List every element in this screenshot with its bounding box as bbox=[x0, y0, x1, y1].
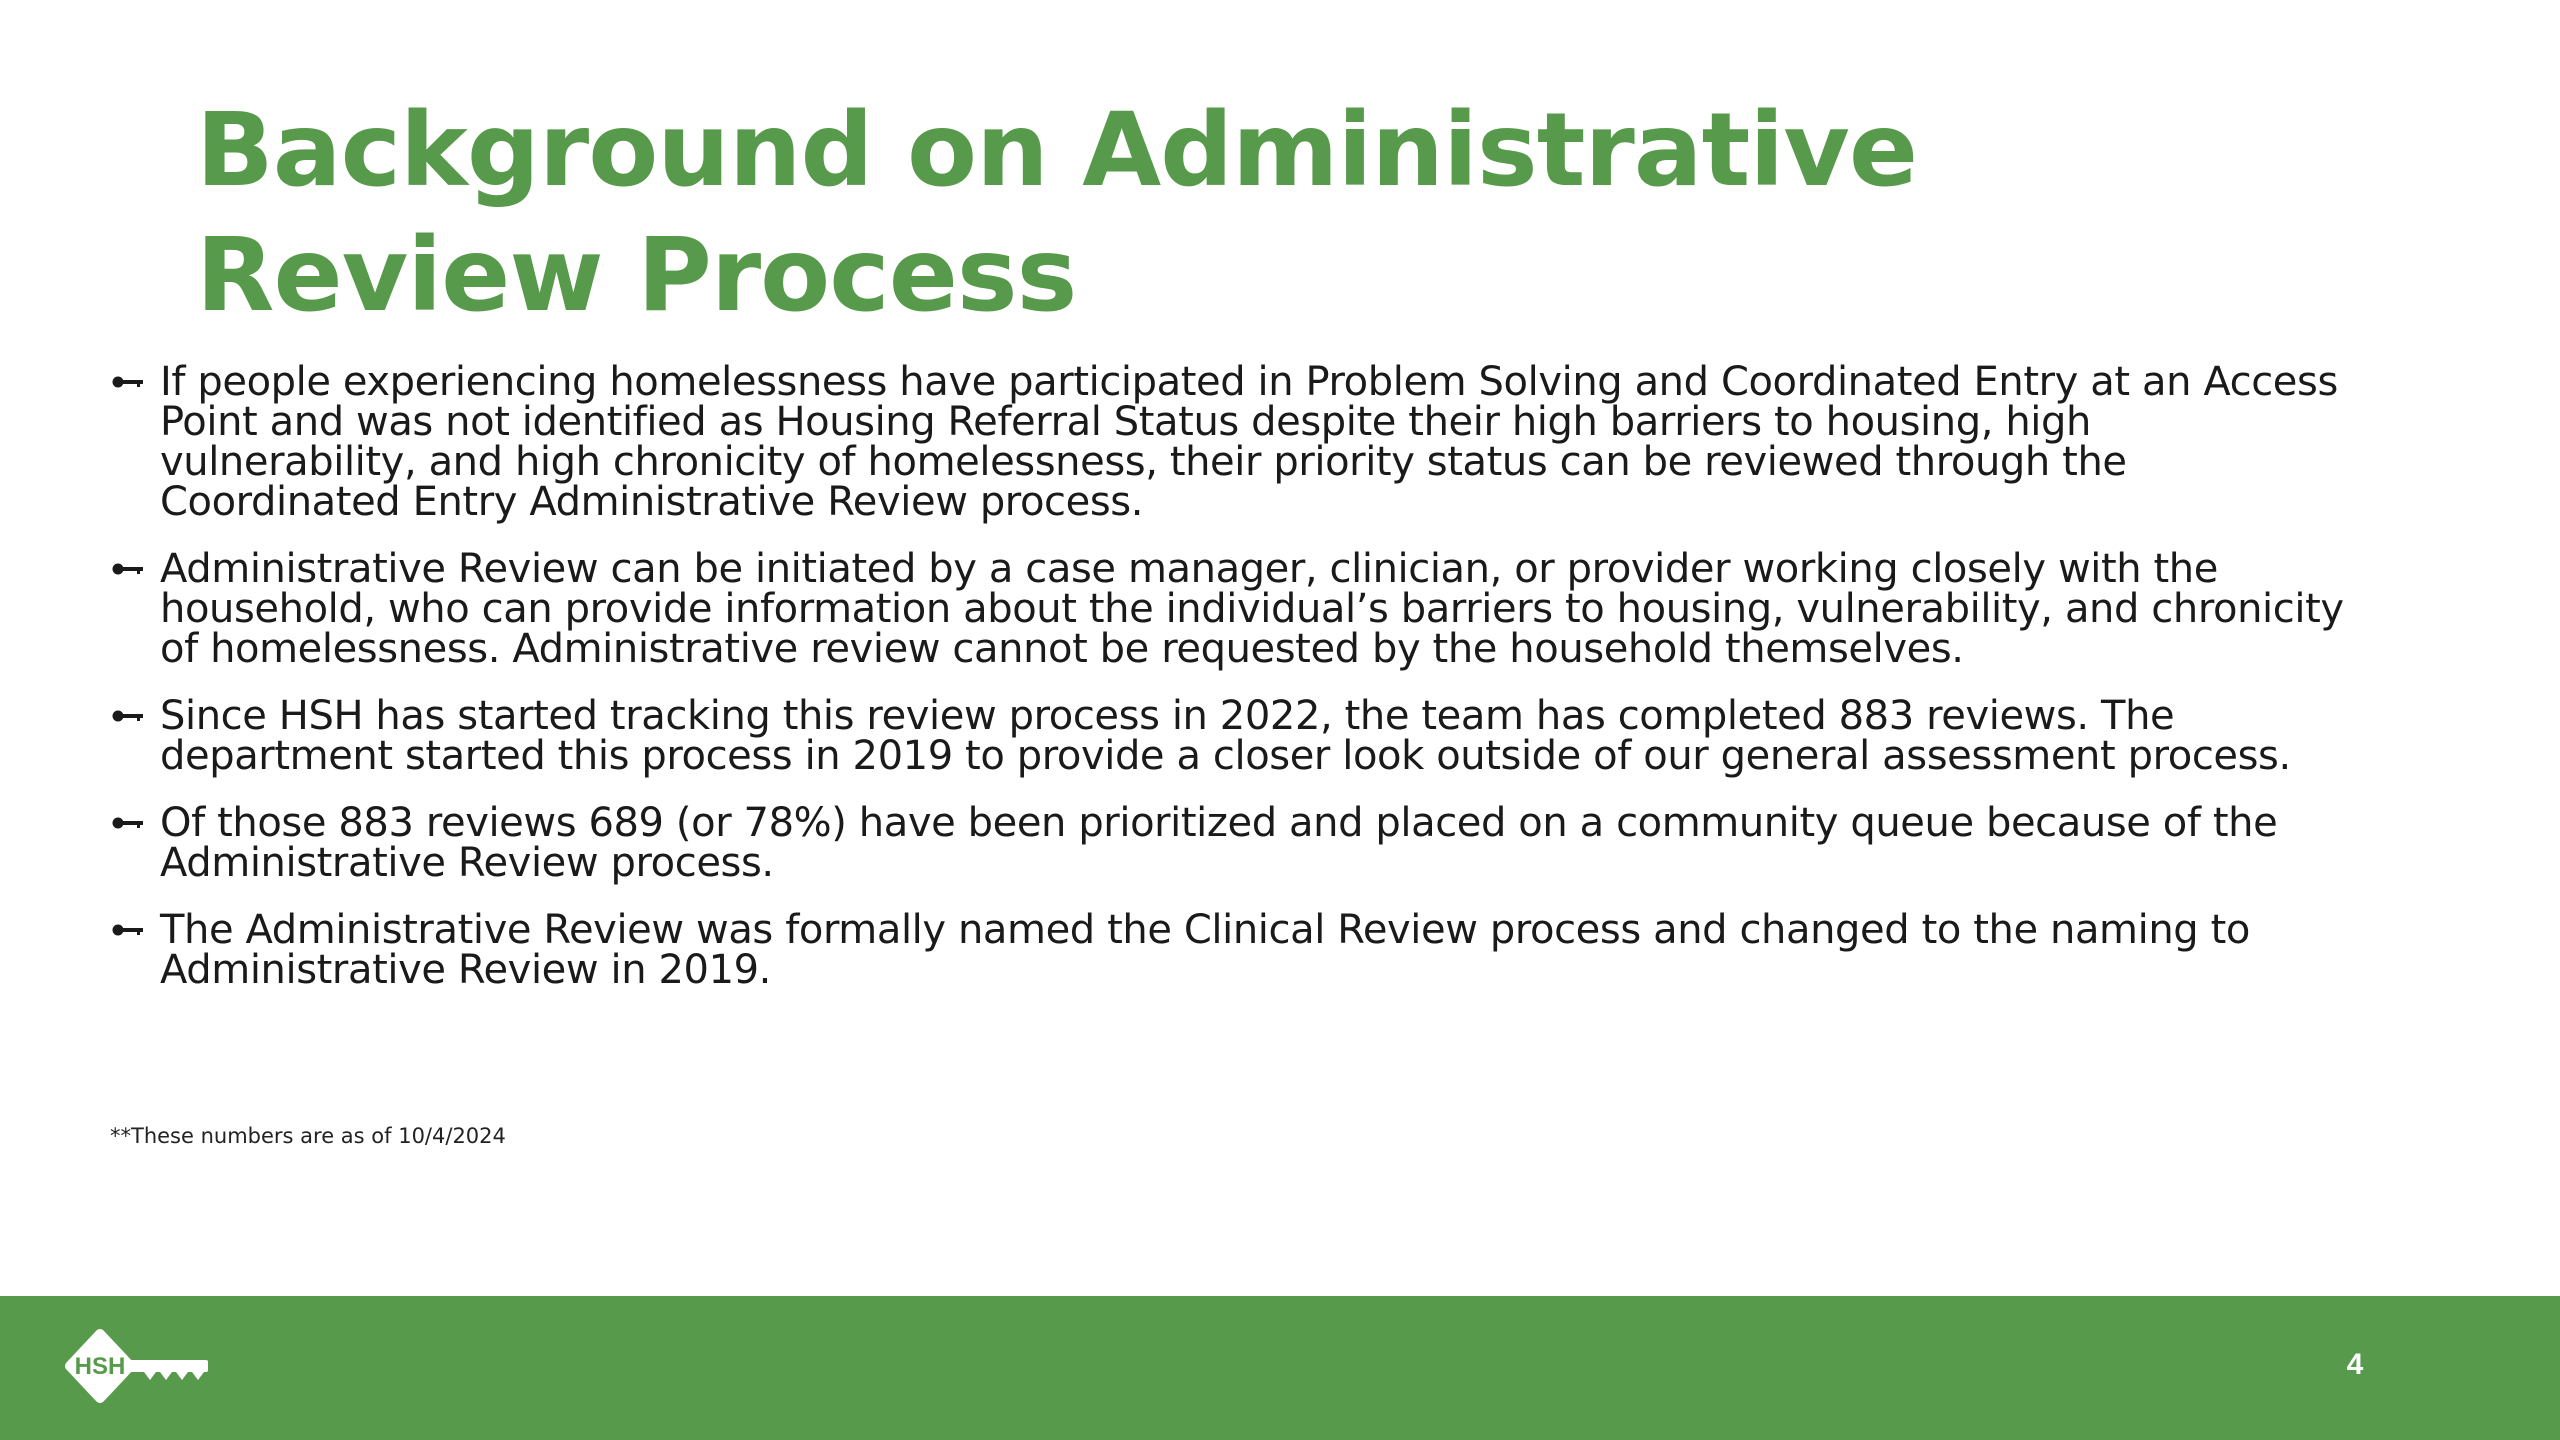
hsh-key-logo bbox=[60, 1328, 212, 1404]
bullet-item bbox=[108, 359, 2348, 525]
bullet-text: The Administrative Review was formally named the Clinical Review process and changed to the naming to Administrative Review in 2019. bbox=[160, 907, 2250, 993]
bullet-list bbox=[108, 359, 2348, 1017]
bullet-item bbox=[108, 693, 2348, 779]
key-bullet-icon bbox=[112, 922, 144, 938]
key-bullet-icon bbox=[112, 815, 144, 831]
bullet-item bbox=[108, 907, 2348, 993]
slide-title: Background on Administrative Review Process bbox=[196, 91, 1917, 335]
bullet-item bbox=[108, 546, 2348, 672]
footnote: **These numbers are as of 10/4/2024 bbox=[110, 1124, 506, 1148]
bullet-item bbox=[108, 800, 2348, 886]
bullet-text: Administrative Review can be initiated by a case manager, clinician, or provider working closely with the household, who can provide information about the individual’s barriers to housing, vulnerability, and chronicity of homelessness. Administrative review cannot be requested by the household themselves. bbox=[160, 546, 2344, 672]
footer-bar bbox=[0, 1296, 2560, 1440]
key-bullet-icon bbox=[112, 561, 144, 577]
bullet-text: Of those 883 reviews 689 (or 78%) have been prioritized and placed on a community queue because of the Administrative Review process. bbox=[160, 800, 2278, 886]
bullet-text: If people experiencing homelessness have participated in Problem Solving and Coordinated Entry at an Access Point and was not identified as Housing Referral Status despite their high barriers to housing, high vulnerability, and high chronicity of homelessness, their priority status can be reviewed through the Coordinated Entry Administrative Review process. bbox=[160, 359, 2338, 525]
bullet-text: Since HSH has started tracking this review process in 2022, the team has completed 883 reviews. The department started this process in 2019 to provide a closer look outside of our general assessment process. bbox=[160, 693, 2291, 779]
page-number: 4 bbox=[2346, 1348, 2364, 1381]
key-bullet-icon bbox=[112, 374, 144, 390]
key-bullet-icon bbox=[112, 708, 144, 724]
logo-text: HSH bbox=[74, 1353, 126, 1380]
